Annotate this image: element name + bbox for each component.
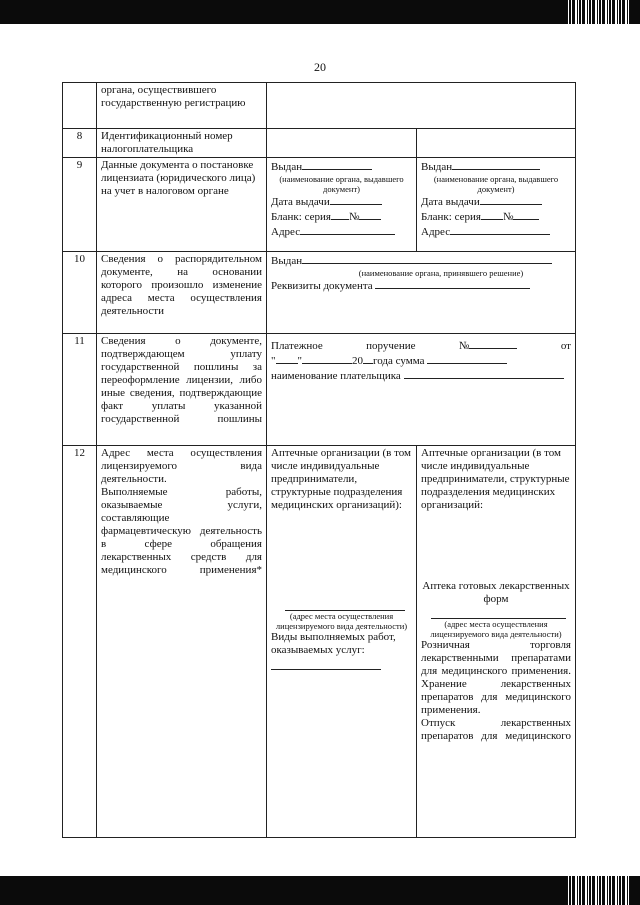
payment-field: Платежное поручение № от " " 20 года сумма наименование плательщика	[267, 334, 576, 446]
row-desc: Сведения о распорядительном документе, на основании которого произошло изменение адреса места осуществления деятельности	[97, 252, 267, 334]
row-desc: Адрес места осуществления лицензируемого вида деятельности. Выполняемые работы, оказываемые услуги, составляющие фармацевтическую деятельность в сфере обращения лекарственных средств для медицинского применения*	[97, 446, 267, 838]
row-number: 8	[63, 129, 97, 158]
row-number: 11	[63, 334, 97, 446]
row-desc: Сведения о документе, подтверждающем уплату государственной пошлины за переоформление лицензии, либо иные сведения, подтверждающие факт уплаты указанной государственной пошлины	[97, 334, 267, 446]
pharmacy-field-a: Аптечные организации (в том числе индивидуальные предприниматели, структурные подразделения медицинских организаций): (адрес места осуществления лицензируемого вида деятельности) Виды выполняемых работ, оказываемых услуг:	[267, 446, 417, 838]
tax-doc-field-b: Выдан (наименование органа, выдавшего документ) Дата выдачи Бланк: серия № Адрес	[417, 158, 576, 252]
row-desc: Данные документа о постановке лицензиата (юридического лица) на учет в налоговом органе	[97, 158, 267, 252]
barcode-top	[568, 0, 630, 24]
tax-doc-field-a: Выдан (наименование органа, выдавшего документ) Дата выдачи Бланк: серия № Адрес	[267, 158, 417, 252]
row-number: 10	[63, 252, 97, 334]
table-row-11	[63, 334, 576, 446]
table-row-12	[63, 446, 576, 838]
order-doc-field: Выдан (наименование органа, принявшего решение) Реквизиты документа	[267, 252, 576, 334]
table-row-9	[63, 158, 576, 252]
row-desc: Идентификационный номер налогоплательщика	[97, 129, 267, 158]
page-number: 20	[314, 60, 326, 74]
table-row-8	[63, 129, 576, 158]
scan-top-border	[0, 0, 640, 24]
license-form-table	[62, 82, 576, 838]
scan-bottom-border	[0, 876, 640, 905]
barcode-bottom	[568, 876, 630, 905]
table-row-10	[63, 252, 576, 334]
row-desc: органа, осуществившего государственную регистрацию	[97, 83, 267, 129]
row-number: 12	[63, 446, 97, 838]
table-row-continuation	[63, 83, 576, 129]
row-number: 9	[63, 158, 97, 252]
pharmacy-field-b: Аптечные организации (в том числе индивидуальные предприниматели, структурные подразделения медицинских организаций: Аптека готовых лекарственных форм (адрес места осуществления лицензируемого вида деятельности) Розничная торговля лекарственными препаратами для медицинского применения. Хранение лекарственных препаратов для медицинского применения. Отпуск лекарственных препаратов для медицинского	[417, 446, 576, 838]
